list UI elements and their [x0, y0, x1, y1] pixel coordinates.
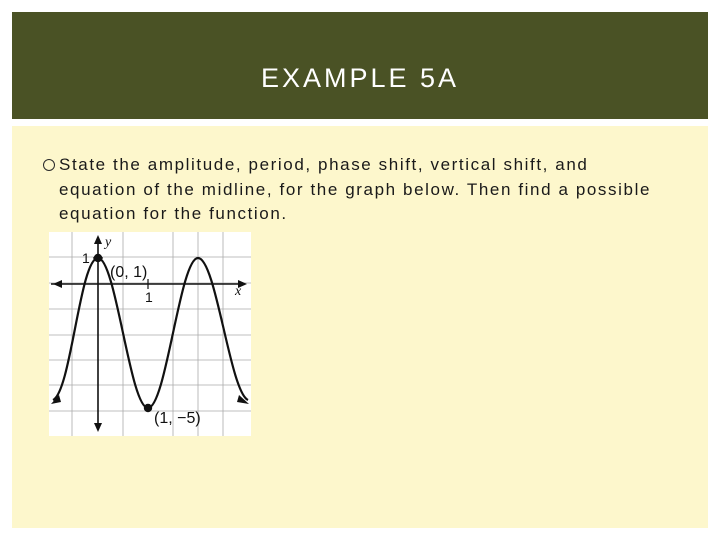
hollow-circle-bullet-icon	[43, 159, 55, 171]
graph-axes	[51, 235, 247, 432]
point-min-label: (1, −5)	[154, 410, 201, 427]
y-axis-label: y	[105, 235, 112, 250]
title-bar	[12, 12, 708, 119]
x-tick-label: 1	[145, 289, 153, 305]
y-axis-down-arrow-icon	[94, 423, 102, 432]
point-max-label: (0, 1)	[110, 264, 148, 281]
y-axis-arrow-icon	[94, 235, 102, 244]
x-axis-label: x	[235, 284, 242, 299]
bullet-text: State the amplitude, period, phase shift, vertical shift, and equation of the midline, for the graph below. Then find a possible equation for the function.	[59, 155, 652, 223]
point-min-dot	[144, 404, 152, 412]
slide-title: EXAMPLE 5A	[260, 63, 460, 93]
graph-figure	[49, 232, 251, 436]
bullet-item	[47, 153, 667, 227]
graph-svg	[49, 232, 251, 436]
cosine-curve	[53, 258, 248, 408]
y-tick-label: 1	[82, 250, 90, 266]
point-max-dot	[94, 254, 102, 262]
x-axis-left-arrow-icon	[53, 280, 62, 288]
